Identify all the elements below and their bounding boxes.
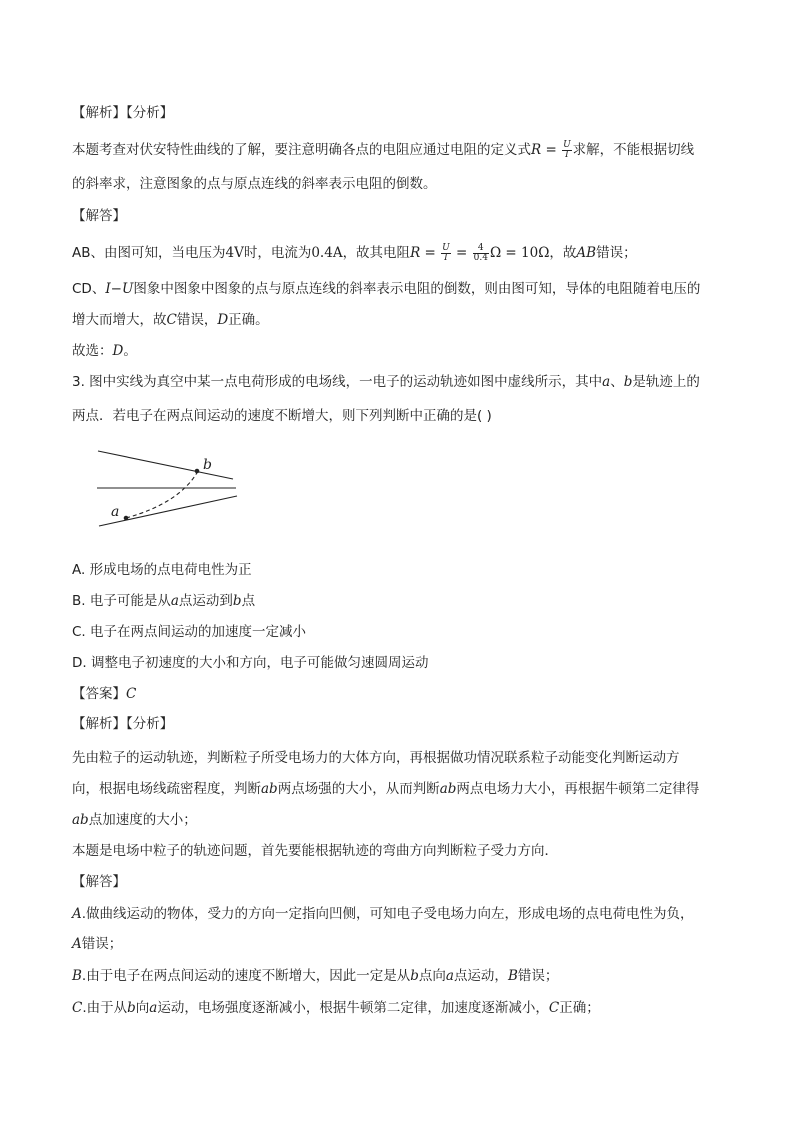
solution-line-cd-cont: 增大而增大，故C错误，D正确。 <box>72 312 269 328</box>
solution-line-ab: AB、由图可知，当电压为4V时，电流为0.4A，故其电阻R = $\frac{U}{I}$ = $\frac{4}{0.4}$ Ω = 10Ω，故AB错误； <box>72 242 637 263</box>
paragraph-line: 本题考查对伏安特性曲线的了解，要注意明确各点的电阻应通过电阻的定义式R = $\frac{U}{I}$ 求解，不能根据切线 <box>72 139 695 160</box>
analysis-line: ab点加速度的大小； <box>72 812 197 828</box>
option-b: B. 电子可能是从a点运动到b点 <box>72 593 256 609</box>
label-a: a <box>111 504 120 520</box>
field-line-top <box>98 451 233 479</box>
analysis-line: 本题是电场中粒子的轨迹问题，首先要能根据轨迹的弯曲方向判断粒子受力方向． <box>72 843 558 859</box>
solution-line-cd: CD、I−U图象中图象中图象的点与原点连线的斜率表示电阻的倒数，则由图可知，导体的电阻随着电压的 <box>72 281 701 297</box>
solution-line-b: B.由于电子在两点间运动的速度不断增大，因此一定是从b点向a点运动，B错误； <box>72 968 559 984</box>
question-stem-cont: 两点．若电子在两点间运动的速度不断增大，则下列判断中正确的是( ) <box>72 408 492 424</box>
fraction-u-over-i: $\frac{U}{I}$ <box>563 139 571 160</box>
answer-line: 【答案】C <box>72 686 137 702</box>
trajectory-dashed <box>126 471 198 518</box>
solution-heading: 【解答】 <box>72 874 126 890</box>
analysis-line: 向，根据电场线疏密程度，判断ab两点场强的大小，从而判断ab两点电场力大小，再根据牛顿第二定律得 <box>72 781 700 797</box>
analysis-line: 先由粒子的运动轨迹，判断粒子所受电场力的大体方向，再根据做功情况联系粒子动能变化判断运动方 <box>72 750 680 766</box>
choose-line: 故选：D。 <box>72 343 137 359</box>
solution-line-a: A.做曲线运动的物体，受力的方向一定指向凹侧，可知电子受电场力向左，形成电场的点电荷电性为负， <box>72 906 694 922</box>
solution-line-a-cont: A错误； <box>72 936 123 952</box>
option-a: A. 形成电场的点电荷电性为正 <box>72 562 252 578</box>
fraction-u-over-i: $\frac{U}{I}$ <box>442 242 450 263</box>
label-b: b <box>203 457 212 473</box>
point-a <box>124 516 129 521</box>
option-c: C. 电子在两点间运动的加速度一定减小 <box>72 624 307 640</box>
option-d: D. 调整电子初速度的大小和方向，电子可能做匀速圆周运动 <box>72 655 429 671</box>
solution-heading: 【解答】 <box>72 208 126 224</box>
analysis-heading: 【解析】【分析】 <box>72 716 174 732</box>
electric-field-figure <box>90 443 250 543</box>
solution-line-c: C.由于从b向a运动，电场强度逐渐减小，根据牛顿第二定律，加速度逐渐减小，C正确； <box>72 1000 600 1016</box>
point-b <box>195 469 200 474</box>
paragraph-line: 的斜率求，注意图象的点与原点连线的斜率表示电阻的倒数。 <box>72 176 437 192</box>
fraction-4-over-0.4: $\frac{4}{0.4}$ <box>473 242 488 263</box>
analysis-heading: 【解析】【分析】 <box>72 105 174 121</box>
question-stem: 3. 图中实线为真空中某一点电荷形成的电场线，一电子的运动轨迹如图中虚线所示，其中a、b是轨迹上的 <box>72 374 700 390</box>
